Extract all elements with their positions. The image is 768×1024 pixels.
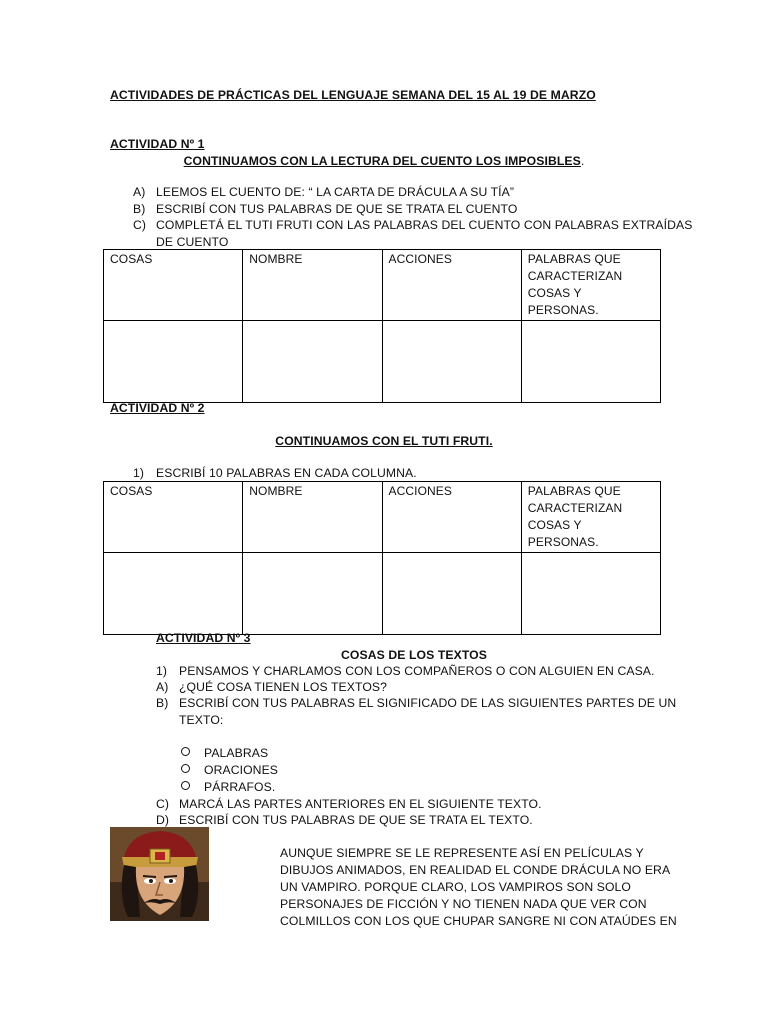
actividad-1-subtitle: CONTINUAMOS CON LA LECTURA DEL CUENTO LOS IMPOSIBLES. bbox=[183, 154, 585, 168]
list-item: A) LEEMOS EL CUENTO DE: “ LA CARTA DE DRÁCULA A SU TÍA” bbox=[133, 185, 515, 199]
table-cell-empty[interactable] bbox=[521, 553, 660, 635]
table-cell-empty[interactable] bbox=[243, 321, 382, 403]
story-line: PERSONAJES DE FICCIÓN Y NO TIENEN NADA QUE VER CON bbox=[280, 897, 647, 911]
list-item: D) ESCRIBÍ CON TUS PALABRAS DE QUE SE TRATA EL TEXTO. bbox=[156, 813, 533, 827]
list-item: C) COMPLETÁ EL TUTI FRUTI CON LAS PALABRAS DEL CUENTO CON PALABRAS EXTRAÍDAS bbox=[133, 218, 693, 232]
tuti-fruti-table-2 bbox=[103, 481, 661, 635]
actividad-3-subtitle: COSAS DE LOS TEXTOS bbox=[341, 648, 487, 662]
list-item: 1) ESCRIBÍ 10 PALABRAS EN CADA COLUMNA. bbox=[133, 466, 417, 480]
tuti-fruti-table-1 bbox=[103, 249, 661, 403]
actividad-3-heading: ACTIVIDAD Nº 3 bbox=[156, 631, 251, 645]
circle-bullet-icon bbox=[181, 764, 190, 773]
list-item: C) MARCÁ LAS PARTES ANTERIORES EN EL SIGUIENTE TEXTO. bbox=[156, 797, 542, 811]
table-cell-empty[interactable] bbox=[104, 553, 243, 635]
actividad-2-subtitle: CONTINUAMOS CON EL TUTI FRUTI. bbox=[275, 434, 493, 448]
circle-bullet-icon bbox=[181, 781, 190, 790]
table-header-row bbox=[104, 482, 661, 553]
bullet-item: PALABRAS bbox=[181, 745, 268, 761]
table-header-cell: ACCIONES bbox=[382, 482, 521, 553]
table-cell-empty[interactable] bbox=[104, 321, 243, 403]
list-item: 1) PENSAMOS Y CHARLAMOS CON LOS COMPAÑEROS O CON ALGUIEN EN CASA. bbox=[156, 664, 655, 678]
table-cell-empty[interactable] bbox=[521, 321, 660, 403]
list-item: B) ESCRIBÍ CON TUS PALABRAS EL SIGNIFICADO DE LAS SIGUIENTES PARTES DE UN bbox=[156, 696, 677, 710]
table-cell-empty[interactable] bbox=[382, 553, 521, 635]
table-header-cell: PALABRAS QUE CARACTERIZAN COSAS Y PERSONAS. bbox=[521, 250, 660, 321]
table-header-cell: NOMBRE bbox=[243, 482, 382, 553]
actividad-1-heading: ACTIVIDAD Nº 1 bbox=[110, 137, 205, 151]
page-title: ACTIVIDADES DE PRÁCTICAS DEL LENGUAJE SEMANA DEL 15 AL 19 DE MARZO bbox=[110, 88, 596, 102]
table-row bbox=[104, 321, 661, 403]
list-item-continuation: DE CUENTO bbox=[156, 235, 229, 249]
list-item-continuation: TEXTO: bbox=[179, 713, 224, 727]
table-header-cell: COSAS bbox=[104, 250, 243, 321]
bullet-item: PÁRRAFOS. bbox=[181, 779, 275, 795]
story-line: UN VAMPIRO. PORQUE CLARO, LOS VAMPIROS SON SOLO bbox=[280, 880, 631, 894]
table-header-cell: ACCIONES bbox=[382, 250, 521, 321]
circle-bullet-icon bbox=[181, 747, 190, 756]
story-line: COLMILLOS CON LOS QUE CHUPAR SANGRE NI CON ATAÚDES EN bbox=[280, 914, 677, 928]
actividad-2-heading: ACTIVIDAD Nº 2 bbox=[110, 401, 205, 415]
table-cell-empty[interactable] bbox=[243, 553, 382, 635]
table-row bbox=[104, 553, 661, 635]
table-cell-empty[interactable] bbox=[382, 321, 521, 403]
table-header-cell: COSAS bbox=[104, 482, 243, 553]
story-line: DIBUJOS ANIMADOS, EN REALIDAD EL CONDE DRÁCULA NO ERA bbox=[280, 863, 671, 877]
table-header-cell: PALABRAS QUE CARACTERIZAN COSAS Y PERSONAS. bbox=[521, 482, 660, 553]
table-header-cell: NOMBRE bbox=[243, 250, 382, 321]
story-line: AUNQUE SIEMPRE SE LE REPRESENTE ASÍ EN PELÍCULAS Y bbox=[280, 846, 644, 860]
table-header-row bbox=[104, 250, 661, 321]
list-item: A) ¿QUÉ COSA TIENEN LOS TEXTOS? bbox=[156, 680, 388, 694]
bullet-item: ORACIONES bbox=[181, 762, 278, 778]
dracula-portrait-image bbox=[110, 827, 209, 921]
list-item: B) ESCRIBÍ CON TUS PALABRAS DE QUE SE TRATA EL CUENTO bbox=[133, 202, 518, 216]
